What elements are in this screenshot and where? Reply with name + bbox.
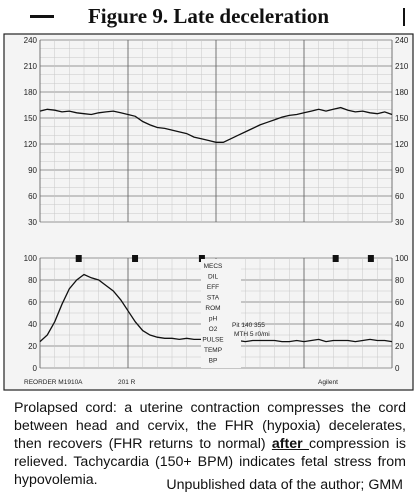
reorder-label: REORDER M1910A [24, 379, 83, 386]
ua-event-marker [132, 255, 138, 262]
ua-tick-left: 100 [23, 254, 37, 263]
ua-tick-left: 80 [28, 276, 37, 285]
ua-tick-left: 0 [32, 364, 37, 373]
fhr-tick-left: 210 [23, 62, 37, 71]
side-panel-label: STA [206, 294, 220, 302]
credit: Unpublished data of the author; GMM [166, 477, 403, 493]
fhr-tick-right: 90 [395, 166, 404, 175]
side-panel-label: pH [208, 315, 218, 323]
fhr-tick-left: 30 [28, 218, 37, 227]
fhr-tick-left: 240 [23, 36, 37, 45]
side-panel-label: PULSE [202, 336, 224, 344]
caption-part-2: compression is relieved. Tachycardia (150+ BPM) indicates fetal stress from hypovolemia. [14, 436, 406, 488]
ua-event-marker [333, 255, 339, 262]
fhr-tick-left: 180 [23, 88, 37, 97]
ua-tick-left: 20 [28, 342, 37, 351]
side-panel-label: BP [208, 357, 218, 365]
ua-event-marker [368, 255, 374, 262]
side-panel-label: EFF [206, 284, 220, 291]
side-panel-label: DIL [207, 273, 219, 281]
annotation-2: MTH 5 r0/mi [234, 331, 270, 338]
caption-part-1: Prolapsed cord: a uterine contraction compresses the cord between head and cervix, the FHR (hypoxia) decelerates, then recovers (FHR returns to normal) [14, 400, 406, 452]
fhr-tick-right: 150 [395, 114, 409, 123]
fhr-tick-left: 150 [23, 114, 37, 123]
fhr-tick-right: 180 [395, 88, 409, 97]
side-panel-label: TEMP [203, 347, 223, 354]
fhr-tick-right: 210 [395, 62, 409, 71]
ua-tick-right: 60 [395, 298, 404, 307]
side-panel-label: O2 [208, 326, 218, 333]
ua-tick-right: 20 [395, 342, 404, 351]
fhr-tick-right: 30 [395, 218, 404, 227]
ua-tick-right: 80 [395, 276, 404, 285]
ua-tick-right: 100 [395, 254, 409, 263]
fhr-tick-right: 60 [395, 192, 404, 201]
ua-tick-left: 60 [28, 298, 37, 307]
ua-event-marker [76, 255, 82, 262]
fhr-tick-right: 120 [395, 140, 409, 149]
side-panel-label: MECS [203, 263, 223, 270]
fhr-tick-left: 90 [28, 166, 37, 175]
figure-title: Figure 9. Late deceleration [87, 4, 330, 28]
ua-tick-right: 0 [395, 364, 400, 373]
caption-emphasis: after [271, 436, 309, 452]
code-label: 201 R [118, 379, 136, 386]
fhr-tick-left: 60 [28, 192, 37, 201]
side-panel-labels [201, 259, 241, 368]
annotation-1: Pit 140 355 [232, 322, 265, 329]
fhr-tick-left: 120 [23, 140, 37, 149]
ua-tick-left: 40 [28, 320, 37, 329]
side-panel-label: ROM [205, 305, 221, 312]
fhr-tick-right: 240 [395, 36, 409, 45]
brand-label: Agilent [318, 379, 338, 386]
ua-tick-right: 40 [395, 320, 404, 329]
caption [14, 399, 406, 489]
